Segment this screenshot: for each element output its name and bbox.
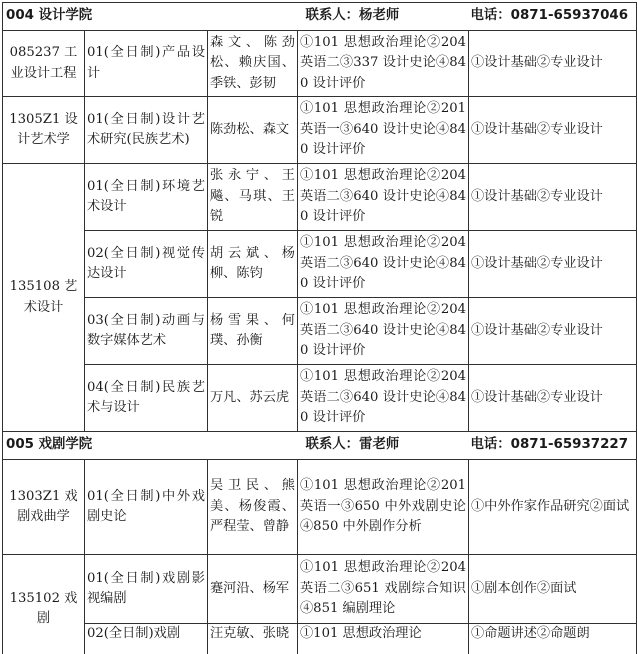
college-name: 004 设计学院 [3,3,298,31]
advisors-cell: 杨雪果、何璞、孙衡 [208,298,298,365]
retest-cell: ①设计基础②专业设计 [469,31,637,97]
advisors-cell: 陈劲松、森文 [208,97,298,164]
table-row [3,365,637,432]
exam-subjects-cell: ①101 思想政治理论②201 英语一③650 中外戏剧史论④850 中外剧作分析 [298,460,469,555]
advisors-cell: 蹇河沿、杨军 [208,555,298,624]
direction-cell: 02(全日制)戏剧 [85,624,208,654]
direction-cell: 01(全日制)戏剧影视编剧 [85,555,208,624]
direction-cell: 01(全日制)设计艺术研究(民族艺术) [85,97,208,164]
advisors-cell: 万凡、苏云虎 [208,365,298,432]
direction-cell: 02(全日制)视觉传达设计 [85,231,208,298]
advisors-cell: 胡云斌、杨柳、陈钧 [208,231,298,298]
exam-subjects-cell: ①101 思想政治理论②204 英语二③651 戏剧综合知识④851 编剧理论 [298,555,469,624]
direction-cell: 04(全日制)民族艺术与设计 [85,365,208,432]
major-cell: 1303Z1 戏剧戏曲学 [3,460,85,555]
advisors-cell: 张永宁、王飚、马琪、王锐 [208,164,298,231]
admissions-table [2,2,637,654]
retest-cell: ①设计基础②专业设计 [469,164,637,231]
major-cell: 1305Z1 设计艺术学 [3,97,85,164]
table-row [3,624,637,654]
table-row [3,460,637,555]
table-row [3,231,637,298]
contact-phone: 电话：0871-65937227 [469,432,637,460]
retest-cell: ①命题讲述②命题朗 [469,624,637,654]
exam-subjects-cell: ①101 思想政治理论②204 英语二③640 设计史论④840 设计评价 [298,231,469,298]
retest-cell: ①设计基础②专业设计 [469,365,637,432]
exam-subjects-cell: ①101 思想政治理论②204 英语二③640 设计史论④840 设计评价 [298,365,469,432]
exam-subjects-cell: ①101 思想政治理论 [298,624,469,654]
table-row [3,298,637,365]
exam-subjects-cell: ①101 思想政治理论②204 英语二③640 设计史论④840 设计评价 [298,164,469,231]
college-header [3,3,637,31]
retest-cell: ①设计基础②专业设计 [469,298,637,365]
table-row [3,164,637,231]
college-name: 005 戏剧学院 [3,432,298,460]
exam-subjects-cell: ①101 思想政治理论②204 英语二③337 设计史论④840 设计评价 [298,31,469,97]
contact-person: 联系人：雷老师 [298,432,469,460]
retest-cell: ①设计基础②专业设计 [469,97,637,164]
exam-subjects-cell: ①101 思想政治理论②204 英语二③640 设计史论④840 设计评价 [298,298,469,365]
direction-cell: 01(全日制)中外戏剧史论 [85,460,208,555]
direction-cell: 03(全日制)动画与数字媒体艺术 [85,298,208,365]
major-cell: 085237 工业设计工程 [3,31,85,97]
table-row [3,31,637,97]
exam-subjects-cell: ①101 思想政治理论②201 英语一③640 设计史论④840 设计评价 [298,97,469,164]
advisors-cell: 森文、陈劲松、赖庆国、季铁、彭韧 [208,31,298,97]
table-row [3,97,637,164]
advisors-cell: 吴卫民、熊美、杨俊霞、严程莹、曾静 [208,460,298,555]
contact-person: 联系人：杨老师 [298,3,469,31]
advisors-cell: 汪克敏、张晓 [208,624,298,654]
retest-cell: ①剧本创作②面试 [469,555,637,624]
direction-cell: 01(全日制)环境艺术设计 [85,164,208,231]
major-cell: 135108 艺术设计 [3,164,85,432]
retest-cell: ①中外作家作品研究②面试 [469,460,637,555]
direction-cell: 01(全日制)产品设计 [85,31,208,97]
college-header [3,432,637,460]
contact-phone: 电话：0871-65937046 [469,3,637,31]
table-row [3,555,637,624]
major-cell: 135102 戏剧 [3,555,85,654]
retest-cell: ①设计基础②专业设计 [469,231,637,298]
